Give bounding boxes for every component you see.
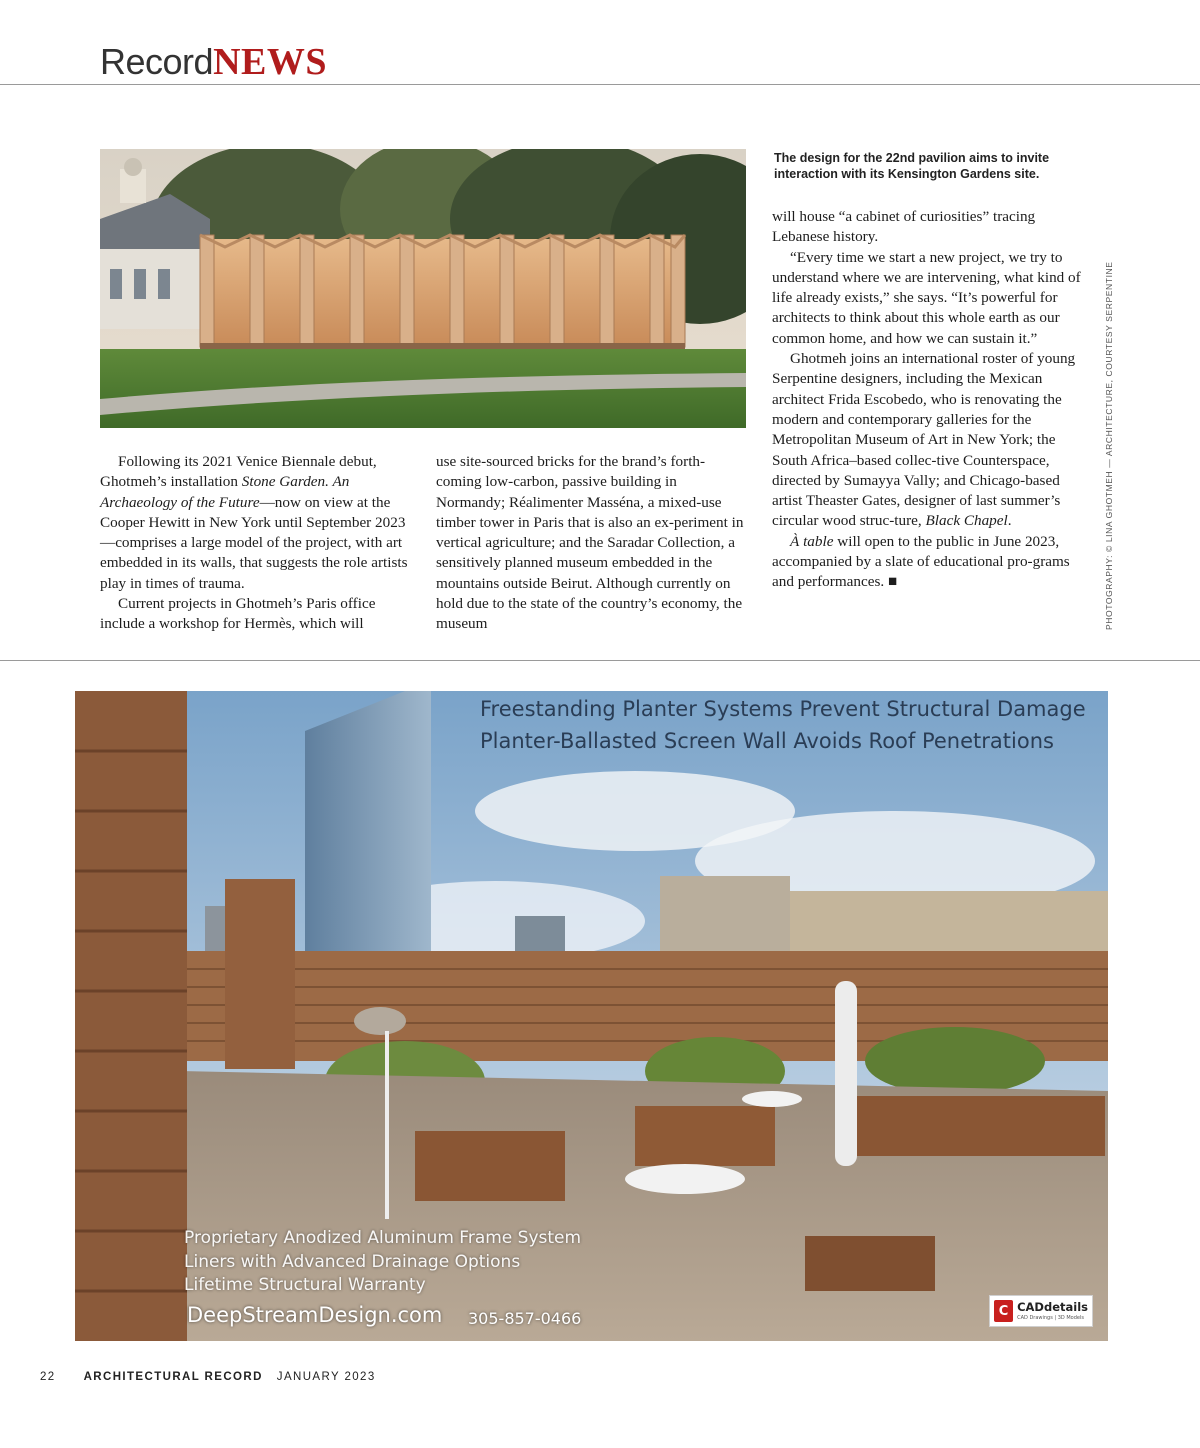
text: Following its 2021 Venice Biennale debut, Ghotmeh’s installation	[100, 453, 377, 491]
cad-details-logo-icon: C	[994, 1300, 1013, 1322]
section-divider	[0, 660, 1200, 661]
publication-name: ARCHITECTURAL RECORD	[83, 1371, 263, 1383]
ad-feature: Lifetime Structural Warranty	[184, 1275, 426, 1295]
issue-date: JANUARY 2023	[276, 1371, 376, 1383]
ad-feature: Liners with Advanced Drainage Options	[184, 1251, 521, 1272]
work-title: Stone Garden. An Archaeology of the Future	[100, 473, 350, 511]
photo-credit: PHOTOGRAPHY: © LINA GHOTMEH — ARCHITECTURE, COURTESY SERPENTINE	[1104, 261, 1114, 630]
photo-caption: The design for the 22nd pavilion aims to invite interaction with its Kensington Gardens site.	[774, 151, 1050, 181]
text: will open to the public in June 2023, accompanied by a slate of educational pro-grams and performances. ■	[772, 532, 1070, 591]
text: Ghotmeh joins an international roster of young Serpentine designers, including the Mexican architect Frida Escobedo, who is renovating the modern and contemporary galleries for the Metropolitan Museum of Art in New York; the South Africa–based collec-tive Counterspace, directed by Sumayya Vally; and Chicago-based artist Theaster Gates, designer of last summer’s circular wood struc-ture,	[772, 350, 1076, 530]
article-column-2	[436, 452, 748, 635]
paragraph: “Every time we start a new project, we try to understand where we are intervening, what kind of life already exists,” she says. “It’s powerful for architects to think about this whole earth as our common home, and how we can sustain it.”	[772, 248, 1081, 347]
paragraph: will house “a cabinet of curiosities” tracing Lebanese history.	[772, 208, 1036, 246]
paragraph: use site-sourced bricks for the brand’s forth-coming low-carbon, passive building in Normandy; Réalimenter Masséna, a mixed-use timber tower in Paris that is also an ex-periment in vertical agriculture; and the Saradar Collection, a sensitively planned museum embedded in the mountains outside Beirut. Although currently on hold due to the state of the country’s economy, the museum	[436, 453, 744, 633]
ad-headline	[480, 693, 1086, 757]
article-column-1	[100, 452, 412, 635]
page-footer	[40, 1371, 376, 1383]
text: —now on view at the Cooper Hewitt in New York until September 2023—comprises a large model of the project, with art embedded in its walls, that suggests the role artists play in times of trauma.	[100, 493, 408, 592]
ad-headline-line: Freestanding Planter Systems Prevent Structural Damage	[480, 697, 1086, 721]
cad-details-badge[interactable]	[989, 1295, 1093, 1327]
cad-badge-sub: CAD Drawings | 3D Models	[1017, 1314, 1084, 1321]
paragraph	[100, 452, 412, 594]
masthead-news: NEWS	[213, 41, 327, 83]
paragraph	[772, 532, 1086, 593]
masthead	[100, 40, 327, 84]
work-title: Black Chapel	[925, 512, 1008, 530]
ad-feature-list	[184, 1227, 581, 1298]
ad-headline-line: Planter-Ballasted Screen Wall Avoids Roof Penetrations	[480, 729, 1054, 753]
page-number: 22	[40, 1371, 56, 1383]
article-column-3	[772, 207, 1086, 593]
work-title: À table	[790, 532, 834, 550]
pavilion-photo	[100, 149, 746, 428]
paragraph	[772, 349, 1086, 532]
ad-phone: 305-857-0466	[468, 1309, 582, 1328]
advertisement[interactable]	[75, 691, 1108, 1341]
paragraph: Current projects in Ghotmeh’s Paris office include a workshop for Hermès, which will	[100, 595, 376, 633]
ad-feature: Proprietary Anodized Aluminum Frame System	[184, 1228, 582, 1248]
ad-website-link[interactable]: DeepStreamDesign.com	[187, 1303, 443, 1327]
top-divider	[0, 84, 1200, 85]
cad-badge-name: CADdetails	[1017, 1299, 1088, 1314]
text: .	[1007, 512, 1012, 530]
masthead-record: Record	[100, 41, 214, 82]
